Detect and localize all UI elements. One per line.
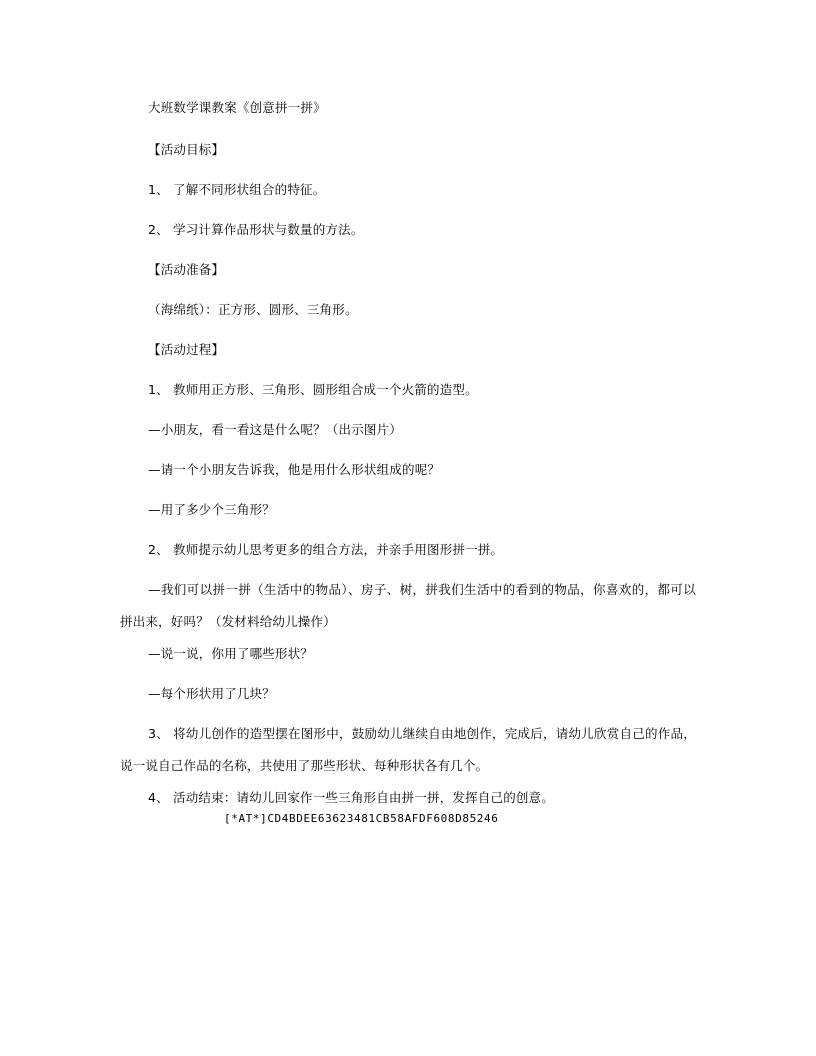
process-step-2: 2、 教师提示幼儿思考更多的组合方法，并亲手用图形拼一拼。 bbox=[148, 542, 504, 557]
process-step-4: 4、 活动结束：请幼儿回家作一些三角形自由拼一拼，发挥自己的创意。 bbox=[148, 790, 555, 805]
question-4-paragraph: —我们可以拼一拼（生活中的物品）、房子、树，拼我们生活中的看到的物品，你喜欢的，都可以拼出来，好吗？（发材料给幼儿操作） bbox=[120, 582, 696, 629]
document-title: 大班数学课教案《创意拼一拼》 bbox=[148, 100, 326, 115]
question-1: —小朋友，看一看这是什么呢？（出示图片） bbox=[148, 422, 403, 437]
goal-item-2: 2、 学习计算作品形状与数量的方法。 bbox=[148, 222, 364, 237]
question-6: —每个形状用了几块？ bbox=[148, 686, 276, 701]
process-step-1: 1、 教师用正方形、三角形、圆形组合成一个火箭的造型。 bbox=[148, 382, 478, 397]
prep-heading: 【活动准备】 bbox=[148, 262, 225, 277]
process-step-3-paragraph: 3、 将幼儿创作的造型摆在图形中，鼓励幼儿继续自由地创作，完成后，请幼儿欣赏自己的作品，说一说自己作品的名称，共使用了那些形状、每种形状各有几个。 bbox=[120, 726, 696, 773]
question-5: —说一说，你用了哪些形状？ bbox=[148, 646, 314, 661]
document-code: [*AT*]CD4BDEE63623481CB58AFDF608D85246 bbox=[224, 812, 499, 825]
question-3: —用了多少个三角形？ bbox=[148, 502, 276, 517]
process-heading: 【活动过程】 bbox=[148, 342, 225, 357]
prep-text: （海绵纸）：正方形、圆形、三角形。 bbox=[148, 302, 358, 317]
question-2: —请一个小朋友告诉我，他是用什么形状组成的呢？ bbox=[148, 462, 441, 477]
goal-item-1: 1、 了解不同形状组合的特征。 bbox=[148, 182, 326, 197]
goals-heading: 【活动目标】 bbox=[148, 142, 225, 157]
